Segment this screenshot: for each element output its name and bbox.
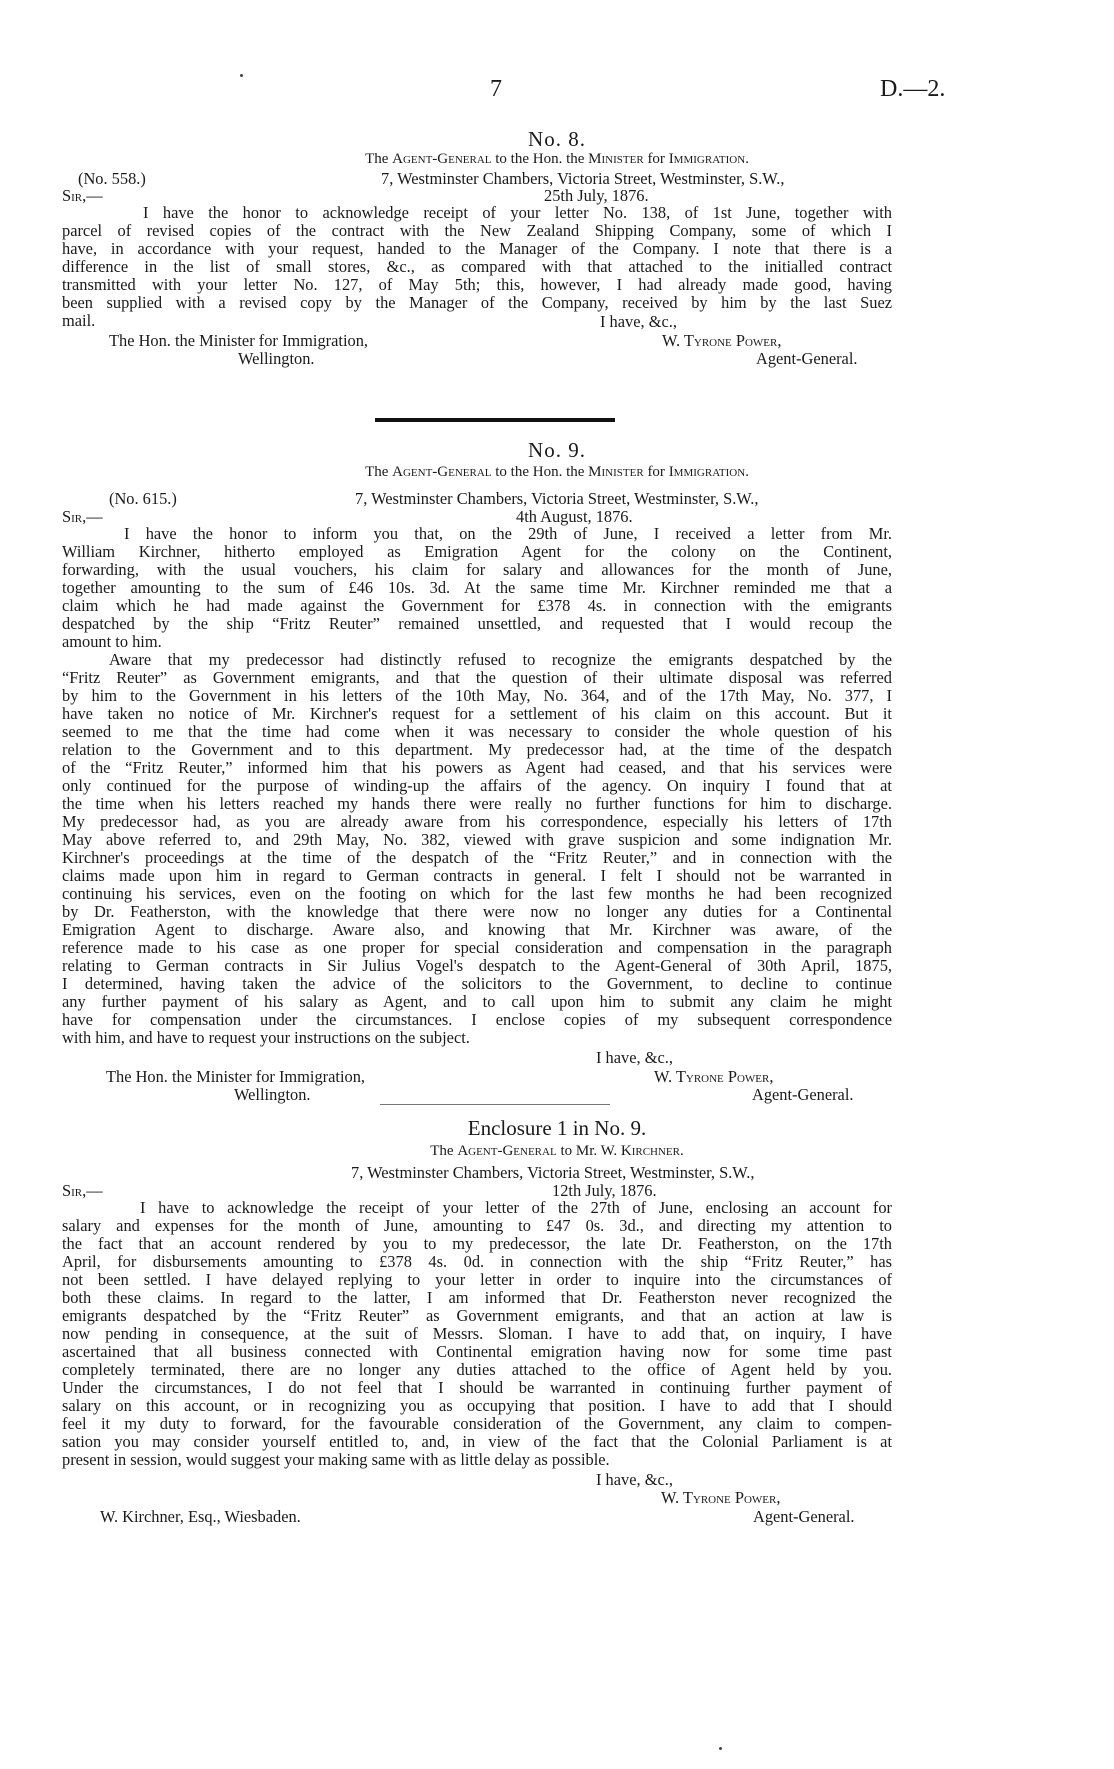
body-line: claim which he had made against the Government for £378 4s. in connection with the emigrants xyxy=(62,596,892,615)
enclosure-date: 12th July, 1876. xyxy=(552,1181,657,1200)
body-line: I have the honor to inform you that, on the 29th of June, I received a letter from Mr. xyxy=(124,524,892,543)
section-divider xyxy=(375,418,615,422)
body-line: May above referred to, and 29th May, No. 382, viewed with grave suspicion and some indignation Mr. xyxy=(62,830,892,849)
body-line: have, in accordance with your request, handed to the Manager of the Company. I note that there is a xyxy=(62,239,892,258)
body-line: I have the honor to acknowledge receipt of your letter No. 138, of 1st June, together with xyxy=(143,203,892,222)
body-line: salary on this account, or in recognizing you as occupying that position. I have to add that I should xyxy=(62,1396,892,1415)
letter-9-signer: W. Tyrone Power, xyxy=(654,1067,774,1086)
body-line: sation you may consider yourself entitled to, and, in view of the fact that the Colonial Parliament is at xyxy=(62,1432,892,1451)
body-line: any further payment of his salary as Agent, and to call upon him to submit any claim he might xyxy=(62,992,892,1011)
enclosure-signer: W. Tyrone Power, xyxy=(661,1488,781,1507)
document-reference: D.—2. xyxy=(880,76,946,102)
page-number: 7 xyxy=(490,76,502,102)
letter-9-addressee-place: Wellington. xyxy=(234,1085,311,1104)
body-line: Aware that my predecessor had distinctly refused to recognize the emigrants despatched by the xyxy=(109,650,892,669)
letter-9-salutation: Sir,— xyxy=(62,507,103,526)
body-line: I have to acknowledge the receipt of your letter of the 27th of June, enclosing an account for xyxy=(140,1198,892,1217)
body-line: claims made upon him in regard to German contracts in general. I felt I should not be warranted in xyxy=(62,866,892,885)
body-line: despatched by the ship “Fritz Reuter” remained unsettled, and requested that I would recoup the xyxy=(62,614,892,633)
enclosure-salutation: Sir,— xyxy=(62,1181,103,1200)
body-line: continuing his services, even on the footing on which for the last few months he had been recognized xyxy=(62,884,892,903)
letter-9-addressee: The Hon. the Minister for Immigration, xyxy=(106,1067,366,1086)
body-line: transmitted with your letter No. 127, of May 5th; this, however, I had already made good, having xyxy=(62,275,892,294)
body-line: both these claims. In regard to the latter, I am informed that Dr. Featherston never recognized the xyxy=(62,1288,892,1307)
body-line: feel it my duty to forward, for the favourable consideration of the Government, any claim to compen- xyxy=(62,1414,892,1433)
body-line: by Dr. Featherston, with the knowledge that there were now no longer any duties for a Continental xyxy=(62,902,892,921)
body-line: with him, and have to request your instructions on the subject. xyxy=(62,1028,470,1047)
body-line: My predecessor had, as you are already aware from his correspondence, especially his letters of 17th xyxy=(62,812,892,831)
body-line: emigrants despatched by the “Fritz Reuter” as Government emigrants, and that an action at law is xyxy=(62,1306,892,1325)
enclosure-closing: I have, &c., xyxy=(596,1470,673,1489)
body-line: Emigration Agent to discharge. Aware also, and knowing that Mr. Kirchner was aware, of the xyxy=(62,920,892,939)
body-line: relating to German contracts in Sir Julius Vogel's despatch to the Agent-General of 30th April, 1875, xyxy=(62,956,892,975)
letter-9-ref: (No. 615.) xyxy=(109,489,177,508)
body-line: present in session, would suggest your making same with as little delay as possible. xyxy=(62,1450,610,1469)
body-line: completely terminated, there are no longer any duties attached to the office of Agent held by you. xyxy=(62,1360,892,1379)
body-line: parcel of revised copies of the contract with the New Zealand Shipping Company, some of which I xyxy=(62,221,892,240)
letter-8-addressee-place: Wellington. xyxy=(238,349,315,368)
body-line: the fact that an account rendered by you to my predecessor, the late Dr. Featherston, on the 17th xyxy=(62,1234,892,1253)
section-divider xyxy=(380,1104,610,1105)
letter-9-address: 7, Westminster Chambers, Victoria Street, Westminster, S.W., xyxy=(355,489,759,508)
enclosure-addressee: W. Kirchner, Esq., Wiesbaden. xyxy=(100,1507,301,1526)
body-line: only continued for the purpose of winding-up the affairs of the agency. On inquiry I found that at xyxy=(62,776,892,795)
body-line: forwarding, with the usual vouchers, his claim for salary and allowances for the month of June, xyxy=(62,560,892,579)
body-line: “Fritz Reuter” as Government emigrants, and that the question of their ultimate disposal was referred xyxy=(62,668,892,687)
body-line: have taken no notice of Mr. Kirchner's request for a settlement of his claim on this account. But it xyxy=(62,704,892,723)
body-line: now pending in consequence, at the suit of Messrs. Sloman. I have to add that, on inquiry, I have xyxy=(62,1324,892,1343)
letter-8-addressee: The Hon. the Minister for Immigration, xyxy=(109,331,369,350)
letter-9-closing: I have, &c., xyxy=(596,1048,673,1067)
letter-8-signer-title: Agent-General. xyxy=(756,349,858,368)
body-line: not been settled. I have delayed replying to your letter in order to inquire into the circumstances of xyxy=(62,1270,892,1289)
body-line: reference made to his case as one proper for special consideration and compensation in the paragraph xyxy=(62,938,892,957)
body-line: William Kirchner, hitherto employed as Emigration Agent for the colony on the Continent, xyxy=(62,542,892,561)
letter-8-address: 7, Westminster Chambers, Victoria Street, Westminster, S.W., xyxy=(381,169,785,188)
letter-8-title: No. 8. xyxy=(528,127,586,151)
body-line: have for compensation under the circumstances. I enclose copies of my subsequent correspondence xyxy=(62,1010,892,1029)
body-line: I determined, having taken the advice of the solicitors to the Government, to decline to continue xyxy=(62,974,892,993)
letter-8-from-to: The Agent-General to the Hon. the Minister for Immigration. xyxy=(365,151,749,167)
letter-9-date: 4th August, 1876. xyxy=(516,507,633,526)
body-line: April, for disbursements amounting to £378 4s. 0d. in connection with the ship “Fritz Reuter,” has xyxy=(62,1252,892,1271)
body-line: together amounting to the sum of £46 10s. 3d. At the same time Mr. Kirchner reminded me that a xyxy=(62,578,892,597)
body-line: by him to the Government in his letters of the 10th May, No. 364, and of the 17th May, No. 377, I xyxy=(62,686,892,705)
body-line: ascertained that all business connected with Continental emigration having now for some time past xyxy=(62,1342,892,1361)
body-line: salary and expenses for the month of June, amounting to £47 0s. 3d., and directing my attention to xyxy=(62,1216,892,1235)
enclosure-signer-title: Agent-General. xyxy=(753,1507,855,1526)
speck xyxy=(240,74,243,77)
speck xyxy=(719,1747,722,1750)
body-line: the time when his letters reached my hands there were really no further functions for him to discharge. xyxy=(62,794,892,813)
letter-8-date: 25th July, 1876. xyxy=(544,186,649,205)
letter-8-closing: I have, &c., xyxy=(600,312,677,331)
letter-8-ref: (No. 558.) xyxy=(78,169,146,188)
body-line: Kirchner's proceedings at the time of the despatch of the “Fritz Reuter,” and in connection with the xyxy=(62,848,892,867)
body-line: difference in the list of small stores, &c., as compared with that attached to the initialled contract xyxy=(62,257,892,276)
enclosure-from-to: The Agent-General to Mr. W. Kirchner. xyxy=(430,1143,684,1159)
body-line: of the “Fritz Reuter,” informed him that his powers as Agent had ceased, and that his services were xyxy=(62,758,892,777)
letter-8-signer: W. Tyrone Power, xyxy=(662,331,782,350)
letter-9-signer-title: Agent-General. xyxy=(752,1085,854,1104)
body-line: seemed to me that the time had come when it was necessary to consider the whole question of his xyxy=(62,722,892,741)
letter-9-title: No. 9. xyxy=(528,438,586,462)
enclosure-title: Enclosure 1 in No. 9. xyxy=(467,1116,647,1140)
body-line: been supplied with a revised copy by the Manager of the Company, received by him by the last Suez xyxy=(62,293,892,312)
enclosure-address: 7, Westminster Chambers, Victoria Street, Westminster, S.W., xyxy=(351,1163,755,1182)
body-line: amount to him. xyxy=(62,632,162,651)
body-line: Under the circumstances, I do not feel that I should be warranted in continuing further payment of xyxy=(62,1378,892,1397)
letter-9-from-to: The Agent-General to the Hon. the Minister for Immigration. xyxy=(365,464,749,480)
body-line: relation to the Government and to this department. My predecessor had, at the time of the despatch xyxy=(62,740,892,759)
letter-8-salutation: Sir,— xyxy=(62,186,103,205)
body-line: mail. xyxy=(62,311,96,330)
